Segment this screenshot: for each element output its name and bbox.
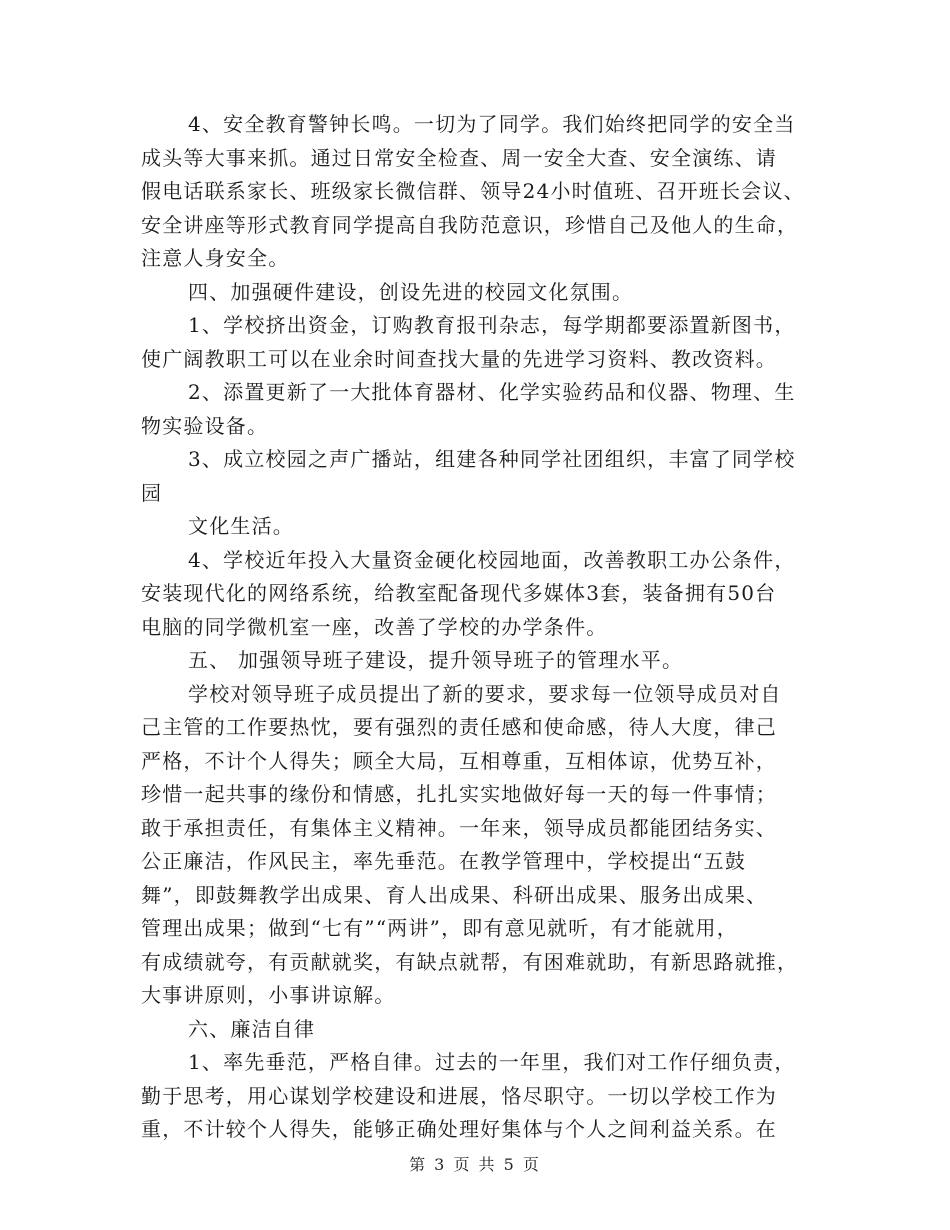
text-line: 物实验设备。: [141, 413, 269, 438]
text-line: 假电话联系家长、班级家长微信群、领导24小时值班、召开班长会议、: [141, 179, 805, 203]
text-line: 安全讲座等形式教育同学提高自我防范意识，珍惜自己及他人的生命，: [141, 212, 799, 237]
text-line: 舞”，即鼓舞教学出成果、育人出成果、科研出成果、服务出成果、: [141, 882, 768, 907]
text-line: 2、添置更新了一大批体育器材、化学实验药品和仪器、物理、生: [188, 380, 796, 404]
text-line: 四、加强硬件建设，创设先进的校园文化氛围。: [188, 279, 634, 304]
text-line: 珍惜一起共事的缘份和情感，扎扎实实地做好每一天的每一件事情；: [141, 782, 777, 806]
text-line: 文化生活。: [188, 514, 294, 538]
text-line: 使广阔教职工可以在业余时间查找大量的先进学习资料、教改资料。: [141, 346, 777, 371]
text-line: 3、成立校园之声广播站，组建各种同学社团组织，丰富了同学校: [188, 447, 796, 471]
text-line: 园: [141, 480, 163, 505]
text-line: 六、廉洁自律: [188, 1016, 316, 1041]
text-line: 敢于承担责任，有集体主义精神。一年来，领导成员都能团结务实、: [141, 815, 777, 840]
text-line: 重，不计较个人得失，能够正确处理好集体与个人之间利益关系。在: [141, 1117, 777, 1141]
text-line: 成头等大事来抓。通过日常安全检查、周一安全大查、安全演练、请: [141, 145, 777, 170]
text-line: 公正廉洁，作风民主，率先垂范。在教学管理中，学校提出“五鼓: [141, 849, 747, 873]
text-line: 勤于思考，用心谋划学校建设和进展，恪尽职守。一切以学校工作为: [141, 1083, 777, 1108]
text-line: 有成绩就夸，有贡献就奖，有缺点就帮，有困难就助，有新思路就推，: [141, 949, 799, 974]
text-line: 大事讲原则，小事讲谅解。: [141, 983, 396, 1007]
text-line: 己主管的工作要热忱，要有强烈的责任感和使命感，待人大度，律己: [141, 715, 777, 739]
text-line: 1、率先垂范，严格自律。过去的一年里，我们对工作仔细负责，: [188, 1050, 796, 1074]
text-line: 严格，不计个人得失；顾全大局，互相尊重，互相体谅，优势互补，: [141, 748, 777, 773]
text-line: 五、 加强领导班子建设，提升领导班子的管理水平。: [188, 648, 684, 672]
text-line: 4、安全教育警钟长鸣。一切为了同学。我们始终把同学的安全当: [188, 112, 796, 136]
text-line: 学校对领导班子成员提出了新的要求，要求每一位领导成员对自: [188, 681, 782, 706]
text-line: 注意人身安全。: [141, 246, 290, 270]
page-footer: 第 3 页 共 5 页: [409, 1155, 541, 1174]
document-body: [141, 108, 811, 1147]
text-line: 1、学校挤出资金，订购教育报刊杂志，每学期都要添置新图书，: [188, 313, 796, 337]
text-line: 管理出成果；做到“七有”“两讲”，即有意见就听，有才能就用，: [141, 916, 738, 940]
text-line: 电脑的同学微机室一座，改善了学校的办学条件。: [141, 614, 608, 639]
text-line: 安装现代化的网络系统，给教室配备现代多媒体3套，装备拥有50台: [141, 581, 777, 605]
text-line: 4、学校近年投入大量资金硬化校园地面，改善教职工办公条件，: [188, 547, 796, 572]
